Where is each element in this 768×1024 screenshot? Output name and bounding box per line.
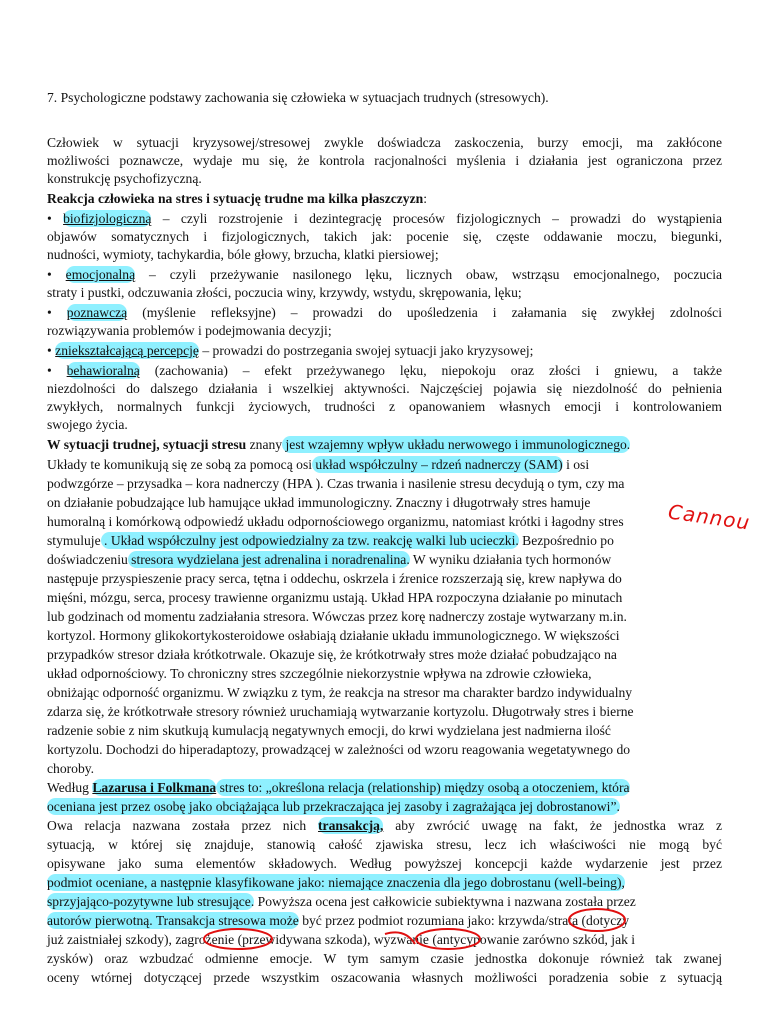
bullet-marker: • <box>47 305 52 320</box>
p3-text: Powyższa ocena jest całkowicie subiektywna i nazwana została przez <box>254 894 636 909</box>
p2-line: układ odpornościowy. To chroniczny stres szczególnie niekorzystnie wpływa na zdrowie człowieka, <box>47 666 592 681</box>
highlighted-term <box>67 304 127 321</box>
p3-line: oceny wtórnej dotyczącej przede wszystkim oszacowania własnych możliwości poradzenia sobie z sytuacją <box>47 970 722 985</box>
reaction-heading: Reakcja człowieka na stres i sytuację trudne ma kilka płaszczyzn <box>47 191 424 206</box>
author-names: Lazarusa i Folkmana <box>92 780 217 795</box>
bullet-text: – czyli przeżywanie nasilonego lęku, licznych obaw, wstrząsu emocjonalnego, poczucia <box>135 267 722 282</box>
highlight: . Układ współczulny jest odpowiedzialny za tzw. reakcję walki lub ucieczki. <box>100 533 519 548</box>
p3-line <box>47 874 722 892</box>
bullet-text: (myślenie refleksyjne) – prowadzi do upośledzenia i załamania się zwykłej zdolności <box>127 305 722 320</box>
p3-line: sytuacją, w której się znajduje, stanowią całość zjawiska stresu, lecz ich właściwości nie mogą być <box>47 837 722 852</box>
p2-line: podwzgórze – przysadka – kora nadnerczy (HPA ). Czas trwania i nasilenie stresu decydują o tym, czy ma <box>47 476 625 491</box>
p2-line: przypadków stresor działa krótkotrwale. Okazuje się, że krótkotrwały stres może działać pobudzająco na <box>47 647 617 662</box>
highlighted-term <box>55 342 199 359</box>
highlight: autorów pierwotną. Transakcja stresowa może <box>47 913 299 928</box>
p2-text: Układy te komunikują się ze sobą za pomocą osi <box>47 457 313 472</box>
p2-text: i osi <box>562 457 590 472</box>
p2-line: następuje przyspieszenie pracy serca, tętna i oddechu, oskrzela i źrenice rozszerzają się, krew napływa do <box>47 571 622 586</box>
document-page <box>47 0 722 1024</box>
bullet-text-line: niezdolności do dalszego działania i wszelkiej aktywności. Najczęściej pojawia się niezdolność do pełnienia <box>47 381 722 396</box>
bullet-marker: • <box>47 363 52 378</box>
term-behawioralna: behawioralną <box>66 363 140 378</box>
p2-line: humoralną i komórkową odpowiedź układu odpornościowego organizmu, natomiast krótki i łagodny stres <box>47 514 624 529</box>
bullet-poznawcza <box>47 304 722 322</box>
highlight: podmiot oceniane, a następnie klasyfikowane jako: niemające znaczenia dla jego dobrostanu (well-being), <box>47 875 625 890</box>
p2-line: radzenie sobie z nim skutkują kumulacją negatywnych emocji, do krwi wydzielana jest nadmierna ilość <box>47 723 611 738</box>
term-percepcja: zniekształcającą percepcję <box>55 343 199 358</box>
highlight: oceniana jest przez osobę jako obciążająca lub przekraczająca jej zasoby i zagrażająca jej dobrostanowi”. <box>47 799 620 814</box>
bullet-percepcja <box>47 342 722 360</box>
bullet-marker: • <box>47 267 52 282</box>
p3-line: zysków) oraz wzbudzać odmienne emocje. W tym samym czasie jednostka dokonuje również tak zwanej <box>47 951 722 966</box>
bullet-text-line: nudności, wymioty, tachykardia, bóle głowy, brzucha, klatki piersiowej; <box>47 247 439 262</box>
p3-line <box>47 798 722 816</box>
p2-line: choroby. <box>47 761 95 776</box>
bullet-text-line: swojego życia. <box>47 417 128 432</box>
p3-line: już zaistniałej szkody), zagrożenie (przewidywana szkoda), wyzwanie (antycypowanie zarówno szkód, jak i <box>47 932 636 947</box>
p2-line: mięśni, mózgu, serca, procesy trawienne organizmu ustają. Układ HPA rozpoczyna działanie po minutach <box>47 590 623 605</box>
highlight: sprzyjająco-pozytywne lub stresujące. <box>47 894 255 909</box>
p2-line <box>47 456 722 474</box>
p3-text: Owa relacja nazwana została przez nich <box>47 818 319 833</box>
p2-text: doświadczeniu <box>47 552 128 567</box>
p2-line: kortyzolu. Dochodzi do hiperadaptozy, prowadzącej w zależności od wzoru reagowania wegetatywnego do <box>47 742 631 757</box>
highlight: stres to: „określona relacja (relationship) między osobą a otoczeniem, która <box>216 780 630 795</box>
reaction-colon: : <box>423 191 427 206</box>
intro-line: Człowiek w sytuacji kryzysowej/stresowej zwykle doświadcza zaskoczenia, burzy emocji, ma zakłócone <box>47 135 722 150</box>
p2-line: kortyzol. Hormony glikokortykosteroidowe osłabiają działanie układu immunologicznego. W większości <box>47 628 620 643</box>
term-emocjonalna: emocjonalną <box>65 267 136 282</box>
p3-line <box>47 817 722 835</box>
p2-line <box>47 436 722 454</box>
bullet-emocjonalna <box>47 266 722 284</box>
highlighted-term <box>63 210 151 227</box>
p2-line: lub godzinach od momentu zadziałania stresora. Wówczas przez korę nadnerczy zostaje wytwarzany m.in. <box>47 609 627 624</box>
p2-text: W wyniku działania tych hormonów <box>409 552 612 567</box>
bullet-text: – czyli rozstrojenie i dezintegrację procesów fizjologicznych – prowadzi do wystąpienia <box>151 211 722 226</box>
p2-text: Bezpośrednio po <box>518 533 614 548</box>
term-poznawcza: poznawczą <box>66 305 128 320</box>
highlight: jest wzajemny wpływ układu nerwowego i immunologicznego. <box>282 437 631 452</box>
p3-text: być przez podmiot rozumiana jako: krzywda/strata (dotyczy <box>298 913 630 928</box>
bullet-text: (zachowania) – efekt przeżywanego lęku, niepokoju oraz złości i gniewu, a także <box>139 363 722 378</box>
p2-text: znany <box>246 437 283 452</box>
p3-line <box>47 912 722 930</box>
bullet-text-line: zwykłych, normalnych funkcji życiowych, trudności z opanowaniem własnych emocji i kontrolowaniem <box>47 399 722 414</box>
intro-line: możliwości poznawcze, wydaje mu się, że kontrola racjonalności myślenia i działania jest ograniczona przez <box>47 153 722 168</box>
p2-text: stymuluje <box>47 533 101 548</box>
handwritten-margin-note: Cannou <box>666 499 752 535</box>
reaction-heading-line <box>47 190 722 208</box>
section-heading: 7. Psychologiczne podstawy zachowania się człowieka w sytuacjach trudnych (stresowych). <box>47 90 549 105</box>
intro-line: konstrukcję psychofizyczną. <box>47 171 202 186</box>
p2-line: obniżając odporność organizmu. W związku z tym, że reakcja na stresor ma charakter bardzo indywidualny <box>47 685 633 700</box>
highlighted-term <box>66 266 135 283</box>
highlight: układ współczulny – rdzeń nadnerczy (SAM) <box>312 457 563 472</box>
bullet-biofizjologiczna <box>47 210 722 228</box>
bullet-marker: • <box>47 211 52 226</box>
p3-line: opisywane jako suma elementów składowych. Według powyższej koncepcji każde wydarzenie jest przez <box>47 856 722 871</box>
p2-line <box>47 551 722 569</box>
p2-lead: W sytuacji trudnej, sytuacji stresu <box>47 437 247 452</box>
p3-line <box>47 893 722 911</box>
bullet-text-line: straty i pustki, odczuwania złości, poczucia winy, krzywdy, wstydu, skrępowania, lęku; <box>47 285 522 300</box>
term-transakcja: transakcją, <box>318 818 384 833</box>
highlighted-term <box>67 362 140 379</box>
p3-text: Według <box>47 780 93 795</box>
bullet-behawioralna <box>47 362 722 380</box>
p2-line: zdarza się, że krótkotrwałe stresory również uruchamiają wytwarzanie kortyzolu. Długotrwały stres i bierne <box>47 704 634 719</box>
term-biofizjologiczna: biofizjologiczną <box>63 211 152 226</box>
bullet-text: – prowadzi do postrzegania swojej sytuacji jako kryzysowej; <box>198 343 534 358</box>
p3-text: aby zwrócić uwagę na fakt, że jednostka wraz z <box>383 818 722 833</box>
bullet-marker: • <box>47 343 52 358</box>
p2-line <box>47 532 722 550</box>
highlight: stresora wydzielana jest adrenalina i noradrenalina. <box>127 552 410 567</box>
p3-line <box>47 779 722 797</box>
bullet-text-line: objawów somatycznych i fizjologicznych, takich jak: pocenie się, częste oddawanie moczu, biegunki, <box>47 229 722 244</box>
bullet-text-line: rozwiązywania problemów i podejmowania decyzji; <box>47 323 332 338</box>
p2-line: on działanie pobudzające lub hamujące układ immunologiczny. Znaczny i długotrwały stres hamuje <box>47 495 591 510</box>
